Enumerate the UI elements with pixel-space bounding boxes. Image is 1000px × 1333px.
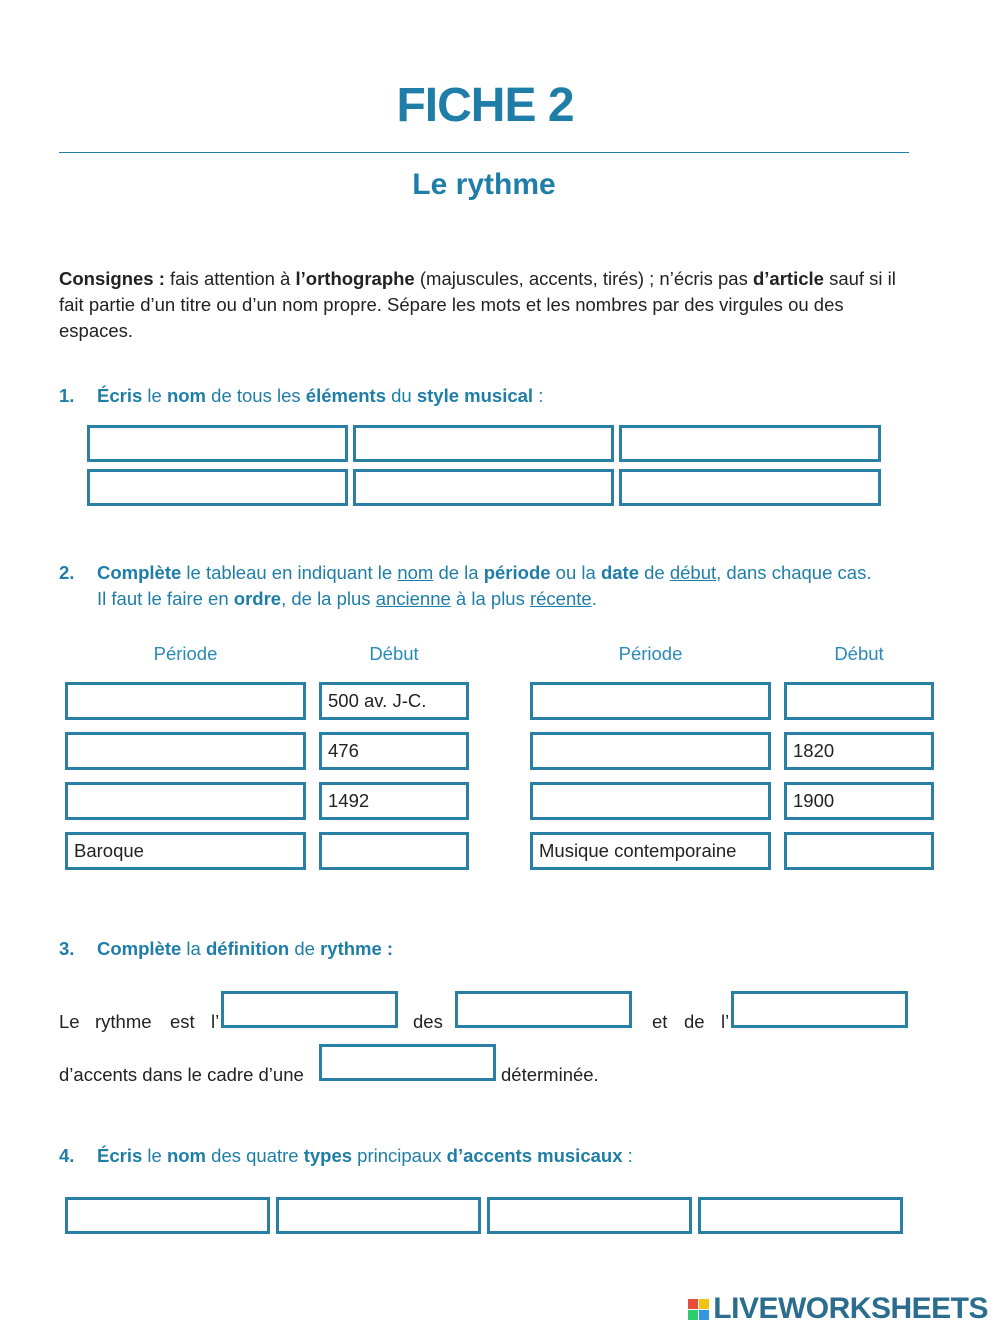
q1-answer-input[interactable] — [619, 469, 881, 506]
q1-answer-input[interactable] — [353, 469, 614, 506]
debut-input[interactable]: 500 av. J-C. — [319, 682, 469, 720]
logo-text: LIVEWORKSHEETS — [713, 1292, 988, 1325]
periode-input[interactable]: Baroque — [65, 832, 306, 870]
definition-text: de — [684, 1011, 705, 1032]
definition-text: déterminée. — [501, 1064, 599, 1085]
column-header-debut: Début — [834, 643, 884, 664]
debut-input[interactable] — [784, 682, 934, 720]
periode-input[interactable] — [65, 782, 306, 820]
definition-input[interactable] — [319, 1044, 496, 1081]
page-subtitle: Le rythme — [412, 168, 556, 201]
logo-icon — [688, 1299, 709, 1320]
q1-answer-input[interactable] — [353, 425, 614, 462]
definition-text: rythme — [95, 1011, 152, 1032]
definition-text: Le — [59, 1011, 80, 1032]
question-2: 2. Complète le tableau en indiquant le nom de la période ou la date de début, dans chaque cas. Il faut le faire en ordre, de la plus ancienne à la plus récente. — [59, 562, 872, 609]
definition-input[interactable] — [221, 991, 398, 1028]
q1-answer-input[interactable] — [87, 469, 348, 506]
q1-answer-input[interactable] — [87, 425, 348, 462]
title-divider — [59, 152, 909, 153]
accent-type-input[interactable] — [276, 1197, 481, 1234]
definition-text: et — [652, 1011, 668, 1032]
debut-input[interactable]: 1492 — [319, 782, 469, 820]
debut-input[interactable] — [319, 832, 469, 870]
periode-input[interactable] — [530, 732, 771, 770]
periode-input[interactable] — [65, 682, 306, 720]
instructions: Consignes : fais attention à l’orthographe (majuscules, accents, tirés) ; n’écris pas d’article sauf si il fait partie d’un titre ou d’un nom propre. Sépare les mots et les nombres par des virgules ou des espaces. — [59, 268, 896, 341]
periode-input[interactable] — [530, 682, 771, 720]
definition-text: l’ — [211, 1011, 220, 1032]
accent-type-input[interactable] — [698, 1197, 903, 1234]
definition-input[interactable] — [731, 991, 908, 1028]
accent-type-input[interactable] — [487, 1197, 692, 1234]
periode-input[interactable]: Musique contemporaine — [530, 832, 771, 870]
definition-text: est — [170, 1011, 195, 1032]
debut-input[interactable]: 476 — [319, 732, 469, 770]
definition-text: d’accents dans le cadre d’une — [59, 1064, 304, 1085]
debut-input[interactable]: 1820 — [784, 732, 934, 770]
debut-input[interactable] — [784, 832, 934, 870]
page-title: FICHE 2 — [396, 79, 574, 132]
periode-input[interactable] — [530, 782, 771, 820]
column-header-periode: Période — [618, 643, 683, 664]
definition-text: des — [413, 1011, 443, 1032]
question-4: 4. Écris le nom des quatre types principaux d’accents musicaux : — [59, 1145, 633, 1166]
q1-answer-input[interactable] — [619, 425, 881, 462]
question-3: 3. Complète la définition de rythme : — [59, 938, 394, 959]
column-header-periode: Période — [153, 643, 218, 664]
question-1: 1. Écris le nom de tous les éléments du style musical : — [59, 385, 544, 406]
accent-type-input[interactable] — [65, 1197, 270, 1234]
periode-input[interactable] — [65, 732, 306, 770]
liveworksheets-logo[interactable] — [688, 1292, 988, 1326]
debut-input[interactable]: 1900 — [784, 782, 934, 820]
definition-input[interactable] — [455, 991, 632, 1028]
definition-text: l’ — [721, 1011, 730, 1032]
column-header-debut: Début — [369, 643, 419, 664]
